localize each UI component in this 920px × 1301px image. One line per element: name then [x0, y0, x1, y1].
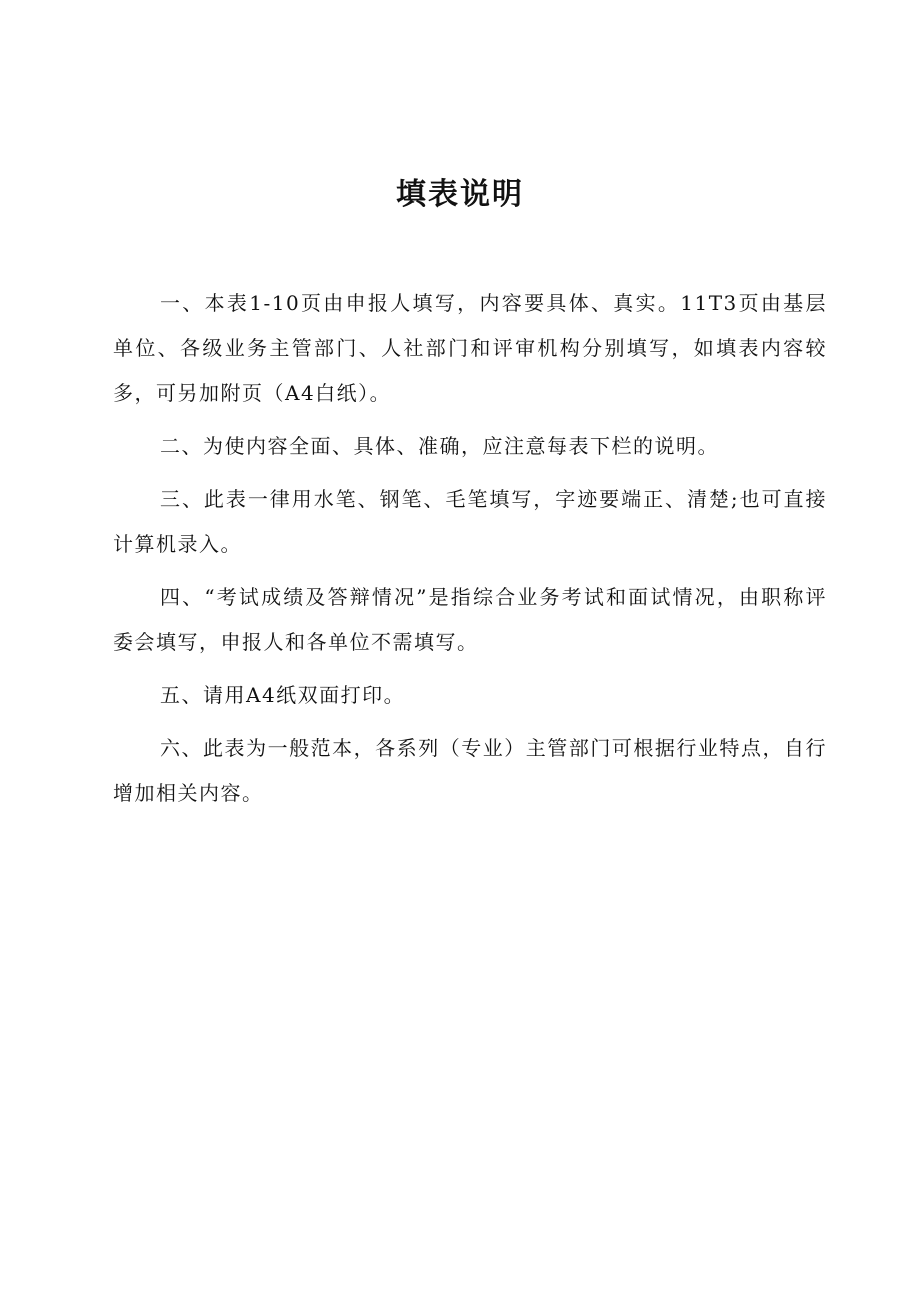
- instruction-paragraph-1: 一、本表1-10页由申报人填写，内容要具体、真实。11T3页由基层单位、各级业务主管部门、人社部门和评审机构分别填写，如填表内容较多，可另加附页（A4白纸）。: [113, 291, 827, 405]
- instruction-paragraph-5: 五、请用A4纸双面打印。: [160, 683, 406, 707]
- page-title: 填表说明: [396, 177, 524, 212]
- instructions-body: [113, 281, 827, 824]
- instruction-paragraph-3: 三、此表一律用水笔、钢笔、毛笔填写，字迹要端正、清楚;也可直接计算机录入。: [113, 487, 827, 556]
- instruction-paragraph-2: 二、为使内容全面、具体、准确，应注意每表下栏的说明。: [160, 434, 719, 458]
- instruction-paragraph-4: 四、“考试成绩及答辩情况”是指综合业务考试和面试情况，由职称评委会填写，申报人和各单位不需填写。: [113, 585, 827, 654]
- instruction-paragraph-6: 六、此表为一般范本，各系列（专业）主管部门可根据行业特点，自行增加相关内容。: [113, 736, 827, 805]
